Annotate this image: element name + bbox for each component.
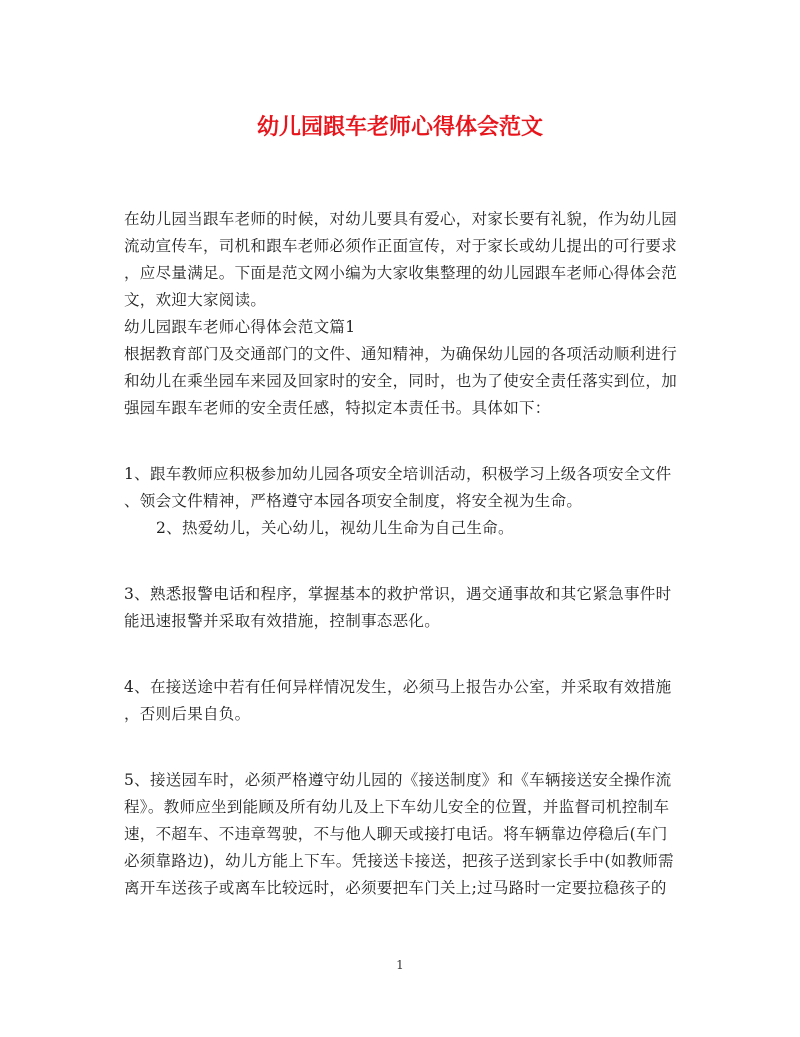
item-4-line: 4、在接送途中若有任何异样情况发生，必须马上报告办公室，并采取有效措施	[124, 678, 672, 696]
item-5-line: 5、接送园车时，必须严格遵守幼儿园的《接送制度》和《车辆接送安全操作流	[124, 771, 672, 789]
item-3-line: 能迅速报警并采取有效措施，控制事态恶化。	[124, 612, 441, 630]
item-1-line: 、领会文件精神，严格遵守本园各项安全制度，将安全视为生命。	[124, 492, 583, 510]
page-number: 1	[396, 958, 404, 972]
paragraph-gap	[124, 542, 684, 581]
intro-line: 在幼儿园当跟车老师的时候，对幼儿要具有爱心，对家长要有礼貌，作为幼儿园	[124, 210, 678, 228]
item-1	[124, 461, 684, 515]
item-5-line: 必须靠路边)，幼儿方能上下车。凭接送卡接送，把孩子送到家长手中(如教师需	[124, 852, 674, 870]
opening-paragraph	[124, 341, 684, 422]
opening-line: 强园车跟车老师的安全责任感，特拟定本责任书。具体如下：	[124, 399, 551, 417]
item-4	[124, 674, 684, 728]
intro-line: ，应尽量满足。下面是范文网小编为大家收集整理的幼儿园跟车老师心得体会范	[124, 264, 678, 282]
item-3-line: 3、熟悉报警电话和程序，掌握基本的救护常识，遇交通事故和其它紧急事件时	[124, 585, 672, 603]
item-5-line: 速，不超车、不违章驾驶，不与他人聊天或接打电话。将车辆靠边停稳后(车门	[124, 825, 668, 843]
paragraph-gap	[124, 635, 684, 674]
item-5-line: 离开车送孩子或离车比较远时，必须要把车门关上;过马路时一定要拉稳孩子的	[124, 879, 667, 897]
document-title: 幼儿园跟车老师心得体会范文	[256, 114, 543, 140]
section-heading: 幼儿园跟车老师心得体会范文篇1	[124, 318, 356, 336]
item-3	[124, 581, 684, 635]
paragraph-gap	[124, 728, 684, 767]
opening-line: 和幼儿在乘坐园车来园及回家时的安全，同时，也为了使安全责任落实到位，加	[124, 372, 678, 390]
item-5-line: 程》。教师应坐到能顾及所有幼儿及上下车幼儿安全的位置，并监督司机控制车	[124, 798, 670, 816]
intro-line: 流动宣传车，司机和跟车老师必须作正面宣传，对于家长或幼儿提出的可行要求	[124, 237, 678, 255]
item-1-line: 1、跟车教师应积极参加幼儿园各项安全培训活动，积极学习上级各项安全文件	[124, 465, 672, 483]
intro-paragraph	[124, 206, 684, 314]
item-2: 2、热爱幼儿，关心幼儿，视幼儿生命为自己生命。	[156, 519, 514, 537]
paragraph-gap	[124, 422, 684, 461]
document-body	[124, 206, 684, 902]
item-5	[124, 767, 684, 902]
opening-line: 根据教育部门及交通部门的文件、通知精神，为确保幼儿园的各项活动顺利进行	[124, 345, 678, 363]
item-4-line: ，否则后果自负。	[124, 705, 251, 723]
intro-line: 文，欢迎大家阅读。	[124, 291, 267, 309]
